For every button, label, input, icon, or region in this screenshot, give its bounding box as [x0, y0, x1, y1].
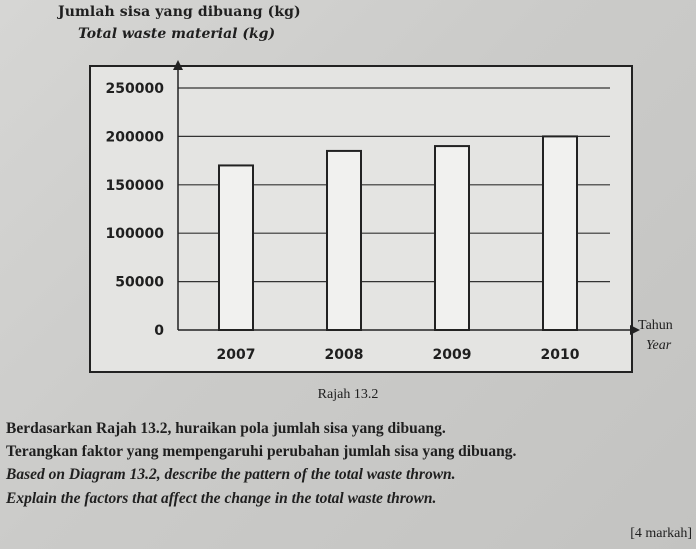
- question-line-3: Based on Diagram 13.2, describe the pattern of the total waste thrown.: [6, 466, 456, 483]
- y-axis-label-malay: Jumlah sisa yang dibuang (kg): [58, 4, 301, 20]
- bar-2009: [435, 146, 469, 330]
- x-axis-label-english: Year: [646, 338, 672, 353]
- marks-label: [4 markah]: [630, 526, 692, 541]
- x-tick-label: 2008: [324, 347, 364, 363]
- y-axis-label-english: Total waste material (kg): [78, 26, 276, 42]
- question-line-2: Terangkan faktor yang mempengaruhi perubahan jumlah sisa yang dibuang.: [6, 443, 517, 460]
- y-tick-label: 100000: [105, 226, 164, 243]
- x-tick-label: 2010: [540, 347, 580, 363]
- x-tick-label: 2009: [432, 347, 472, 363]
- y-tick-label: 150000: [105, 177, 164, 194]
- y-tick-label: 250000: [105, 81, 164, 97]
- bar-2010: [543, 136, 577, 330]
- x-tick-label: 2007: [216, 347, 256, 363]
- y-tick-label: 200000: [105, 129, 164, 146]
- x-axis-label-malay: Tahun: [638, 318, 673, 333]
- y-tick-label: 0: [154, 323, 164, 339]
- question-line-4: Explain the factors that affect the change in the total waste thrown.: [6, 490, 437, 507]
- bar-2007: [219, 165, 253, 330]
- bar-2008: [327, 151, 361, 330]
- question-line-1: Berdasarkan Rajah 13.2, huraikan pola jumlah sisa yang dibuang.: [6, 420, 446, 437]
- y-tick-label: 50000: [115, 274, 164, 291]
- diagram-caption: Rajah 13.2: [317, 387, 379, 402]
